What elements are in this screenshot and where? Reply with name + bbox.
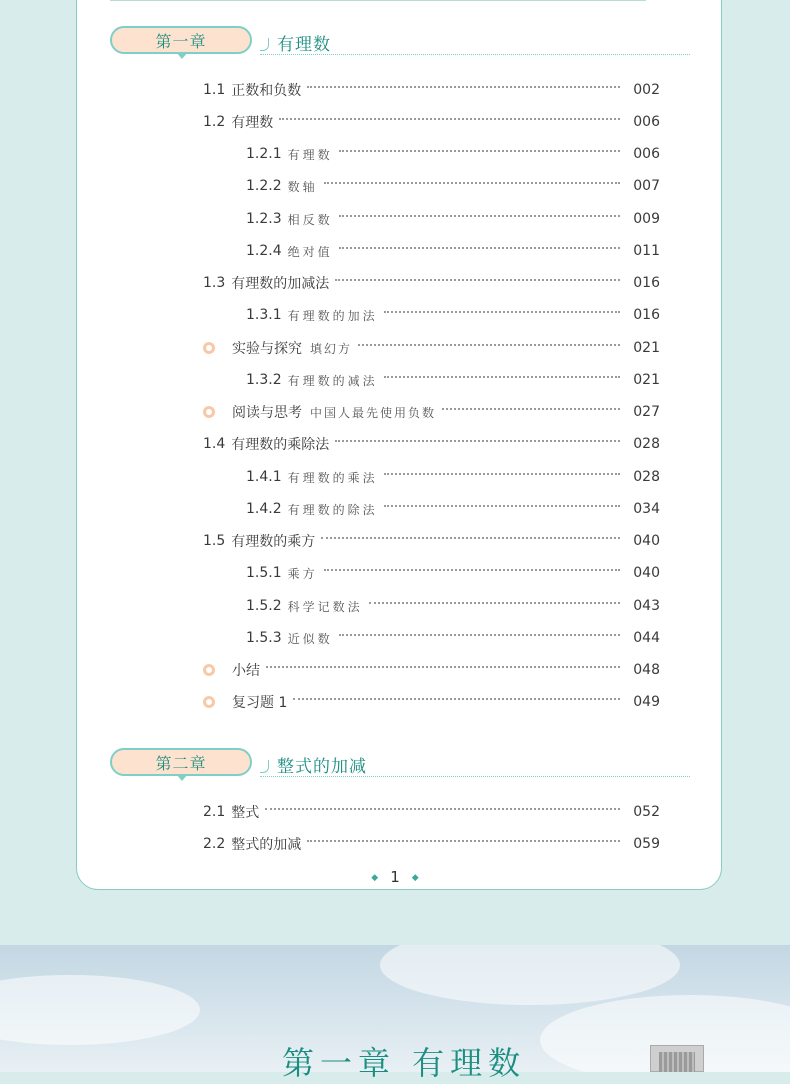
toc-entry-1-4-1[interactable] bbox=[246, 466, 660, 488]
toc-entry-reading[interactable] bbox=[203, 401, 660, 423]
subsection-number: 1.2.1 bbox=[246, 146, 282, 162]
section-number: 1.1 bbox=[203, 82, 226, 98]
subsection-number: 1.2.4 bbox=[246, 243, 282, 259]
circle-bullet-icon bbox=[203, 406, 215, 418]
toc-entry-1-1[interactable] bbox=[203, 79, 660, 101]
toc-entry-review[interactable] bbox=[203, 691, 660, 713]
circle-bullet-icon bbox=[203, 664, 215, 676]
page-number: 040 bbox=[633, 533, 660, 549]
thumbnail-image bbox=[650, 1045, 704, 1072]
chapter-title: 有理数 bbox=[277, 35, 331, 55]
toc-entry-1-4[interactable] bbox=[203, 433, 660, 455]
title-hook-decoration bbox=[260, 760, 269, 773]
page-number: 009 bbox=[633, 211, 660, 227]
subsection-title: 有理数的乘法 bbox=[287, 470, 378, 485]
chapter-rule bbox=[260, 54, 690, 55]
subsection-title: 有理数的减法 bbox=[287, 373, 378, 388]
subsection-title: 相反数 bbox=[287, 212, 333, 227]
toc-entry-1-3-1[interactable] bbox=[246, 304, 660, 326]
section-number: 1.2 bbox=[203, 114, 226, 130]
page-number: 049 bbox=[633, 694, 660, 710]
toc-entry-2-1[interactable] bbox=[203, 801, 660, 823]
page-footer bbox=[0, 868, 790, 886]
leader-dots bbox=[324, 569, 620, 571]
subsection-title: 有理数的除法 bbox=[287, 502, 378, 517]
toc-entry-2-2[interactable] bbox=[203, 833, 660, 855]
leader-dots bbox=[339, 215, 620, 217]
diamond-right-icon: ◆ bbox=[411, 873, 419, 883]
subsection-number: 1.4.1 bbox=[246, 469, 282, 485]
page-number: 028 bbox=[633, 469, 660, 485]
cloud-shape bbox=[0, 975, 200, 1045]
leader-dots bbox=[335, 440, 620, 442]
leader-dots bbox=[384, 473, 620, 475]
leader-dots bbox=[339, 247, 620, 249]
chapter-header-1 bbox=[110, 26, 690, 66]
subsection-title: 有理数 bbox=[287, 147, 333, 162]
toc-entry-1-2-4[interactable] bbox=[246, 240, 660, 262]
chapter-title: 整式的加减 bbox=[277, 757, 367, 777]
subsection-number: 1.3.1 bbox=[246, 307, 282, 323]
chapter-badge: 第一章 bbox=[110, 26, 252, 54]
diamond-left-icon: ◆ bbox=[371, 873, 379, 883]
section-title: 正数和负数 bbox=[231, 83, 302, 99]
toc-entry-1-4-2[interactable] bbox=[246, 498, 660, 520]
leader-dots bbox=[358, 344, 620, 346]
circle-bullet-icon bbox=[203, 696, 215, 708]
subsection-title: 乘方 bbox=[287, 566, 318, 581]
leader-dots bbox=[324, 182, 620, 184]
page-number: 048 bbox=[633, 662, 660, 678]
leader-dots bbox=[293, 698, 620, 700]
subsection-number: 1.2.3 bbox=[246, 211, 282, 227]
subsection-title: 近似数 bbox=[287, 631, 333, 646]
feature-subtitle: 中国人最先使用负数 bbox=[310, 405, 437, 420]
leader-dots bbox=[307, 840, 620, 842]
section-title: 整式的加减 bbox=[231, 837, 302, 853]
toc-entry-1-5-2[interactable] bbox=[246, 595, 660, 617]
badge-pointer bbox=[176, 52, 188, 59]
toc-entry-1-2-1[interactable] bbox=[246, 143, 660, 165]
section-number: 2.2 bbox=[203, 836, 226, 852]
feature-subtitle: 填幻方 bbox=[310, 341, 353, 356]
page-number: 044 bbox=[633, 630, 660, 646]
title-hook-decoration bbox=[260, 38, 269, 51]
section-number: 1.4 bbox=[203, 436, 226, 452]
badge-pointer bbox=[176, 774, 188, 781]
toc-entry-1-3[interactable] bbox=[203, 272, 660, 294]
subsection-title: 绝对值 bbox=[287, 244, 333, 259]
leader-dots bbox=[321, 537, 620, 539]
section-number: 1.5 bbox=[203, 533, 226, 549]
toc-entry-1-5-1[interactable] bbox=[246, 562, 660, 584]
section-number: 2.1 bbox=[203, 804, 226, 820]
page-number: 034 bbox=[633, 501, 660, 517]
chapter-header-2 bbox=[110, 748, 690, 788]
toc-entry-1-5-3[interactable] bbox=[246, 627, 660, 649]
toc-entry-1-2-3[interactable] bbox=[246, 208, 660, 230]
subsection-number: 1.5.2 bbox=[246, 598, 282, 614]
chapter-badge: 第二章 bbox=[110, 748, 252, 776]
subsection-number: 1.5.1 bbox=[246, 565, 282, 581]
leader-dots bbox=[384, 311, 620, 313]
section-title: 有理数 bbox=[231, 115, 274, 131]
section-title: 有理数的乘方 bbox=[231, 534, 316, 550]
leader-dots bbox=[335, 279, 620, 281]
toc-entry-1-2[interactable] bbox=[203, 111, 660, 133]
section-title: 有理数的加减法 bbox=[231, 276, 330, 292]
feature-title: 复习题 1 bbox=[232, 695, 288, 711]
cloud-shape bbox=[380, 945, 680, 1005]
toc-entry-summary[interactable] bbox=[203, 659, 660, 681]
leader-dots bbox=[266, 666, 620, 668]
page-number: 027 bbox=[633, 404, 660, 420]
leader-dots bbox=[339, 634, 620, 636]
leader-dots bbox=[442, 408, 620, 410]
top-divider bbox=[110, 0, 646, 1]
feature-title: 小结 bbox=[232, 663, 260, 679]
page-number: 021 bbox=[633, 372, 660, 388]
subsection-number: 1.2.2 bbox=[246, 178, 282, 194]
next-page-heading: 第一章 有理数 bbox=[282, 1044, 527, 1082]
page-number: 011 bbox=[633, 243, 660, 259]
toc-entry-1-3-2[interactable] bbox=[246, 369, 660, 391]
chapter-rule bbox=[260, 776, 690, 777]
page-number: 040 bbox=[633, 565, 660, 581]
subsection-number: 1.3.2 bbox=[246, 372, 282, 388]
leader-dots bbox=[384, 376, 620, 378]
page-number: 007 bbox=[633, 178, 660, 194]
leader-dots bbox=[265, 808, 620, 810]
page-number: 016 bbox=[633, 275, 660, 291]
subsection-number: 1.4.2 bbox=[246, 501, 282, 517]
section-title: 整式 bbox=[231, 805, 260, 821]
feature-title: 实验与探究 bbox=[232, 341, 302, 357]
page-number: 052 bbox=[633, 804, 660, 820]
leader-dots bbox=[279, 118, 620, 120]
subsection-title: 有理数的加法 bbox=[287, 308, 378, 323]
page-number: 006 bbox=[633, 114, 660, 130]
toc-entry-1-5[interactable] bbox=[203, 530, 660, 552]
page-number: 002 bbox=[633, 82, 660, 98]
page-number: 059 bbox=[633, 836, 660, 852]
circle-bullet-icon bbox=[203, 342, 215, 354]
toc-entry-experiment[interactable] bbox=[203, 337, 660, 359]
footer-page-number: 1 bbox=[390, 868, 400, 886]
subsection-number: 1.5.3 bbox=[246, 630, 282, 646]
section-title: 有理数的乘除法 bbox=[231, 437, 330, 453]
subsection-title: 数轴 bbox=[287, 179, 318, 194]
page-number: 028 bbox=[633, 436, 660, 452]
leader-dots bbox=[339, 150, 620, 152]
page-number: 021 bbox=[633, 340, 660, 356]
section-number: 1.3 bbox=[203, 275, 226, 291]
leader-dots bbox=[369, 602, 620, 604]
page-number: 043 bbox=[633, 598, 660, 614]
subsection-title: 科学记数法 bbox=[287, 599, 363, 614]
page-number: 016 bbox=[633, 307, 660, 323]
leader-dots bbox=[384, 505, 620, 507]
leader-dots bbox=[307, 86, 620, 88]
toc-entry-1-2-2[interactable] bbox=[246, 175, 660, 197]
feature-title: 阅读与思考 bbox=[232, 405, 302, 421]
page-number: 006 bbox=[633, 146, 660, 162]
